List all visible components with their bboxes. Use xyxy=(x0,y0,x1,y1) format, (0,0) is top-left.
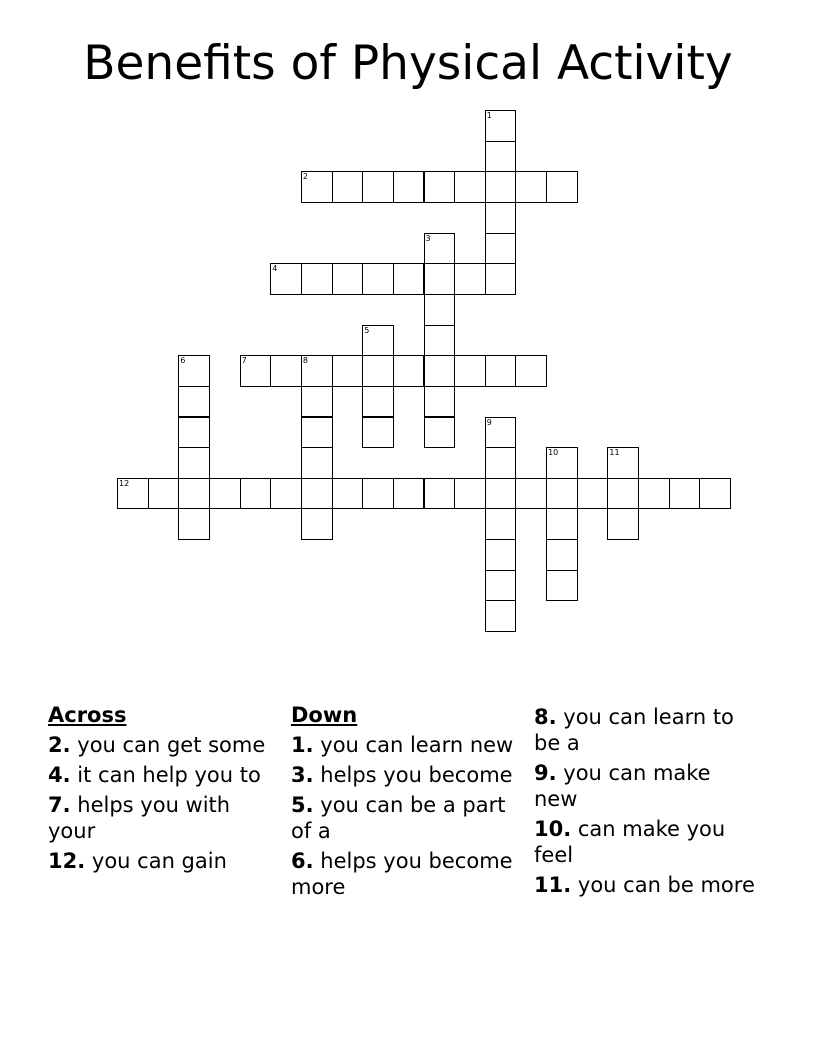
grid-cell[interactable] xyxy=(301,447,333,479)
clue-number: 12. xyxy=(48,849,86,873)
cell-number: 6 xyxy=(180,356,186,366)
grid-cell[interactable] xyxy=(485,570,517,602)
down-heading: Down xyxy=(291,703,358,727)
grid-cell[interactable] xyxy=(332,355,364,387)
grid-cell[interactable] xyxy=(454,478,486,510)
clue-across-2[interactable] xyxy=(48,732,273,758)
clue-number: 11. xyxy=(534,873,572,897)
grid-cell[interactable] xyxy=(301,386,333,418)
cell-number: 1 xyxy=(486,111,492,120)
grid-cell[interactable] xyxy=(424,325,456,357)
grid-cell[interactable] xyxy=(270,355,302,387)
grid-cell[interactable] xyxy=(515,171,547,203)
clue-down-11[interactable] xyxy=(534,872,759,898)
cell-number: 2 xyxy=(302,172,308,182)
cell-number: 5 xyxy=(364,325,370,335)
clue-number: 5. xyxy=(291,793,314,817)
cell-number: 8 xyxy=(302,356,308,366)
clue-text: you can be more xyxy=(577,873,755,897)
grid-cell[interactable] xyxy=(178,508,210,540)
grid-cell[interactable] xyxy=(178,417,210,449)
grid-cell[interactable] xyxy=(301,508,333,540)
grid-cell[interactable] xyxy=(485,110,517,142)
clue-text: it can help you to xyxy=(77,763,261,787)
grid-cell[interactable] xyxy=(270,478,302,510)
grid-cell[interactable] xyxy=(393,355,425,387)
grid-cell[interactable] xyxy=(393,171,425,203)
grid-cell[interactable] xyxy=(669,478,701,510)
clue-text: you can get some xyxy=(77,733,266,757)
grid-cell[interactable] xyxy=(240,355,272,387)
clue-number: 6. xyxy=(291,849,314,873)
clue-number: 1. xyxy=(291,733,314,757)
clue-text: helps you become xyxy=(320,763,513,787)
clue-down-9[interactable] xyxy=(534,760,759,812)
grid-cell[interactable] xyxy=(393,263,425,295)
grid-cell[interactable] xyxy=(424,233,456,265)
grid-cell[interactable] xyxy=(117,478,149,510)
grid-cell[interactable] xyxy=(332,263,364,295)
grid-cell[interactable] xyxy=(362,417,394,449)
across-heading: Across xyxy=(48,703,127,727)
cell-number: 4 xyxy=(272,264,278,274)
grid-cell[interactable] xyxy=(607,508,639,540)
grid-cell[interactable] xyxy=(424,417,456,449)
grid-cell[interactable] xyxy=(454,263,486,295)
grid-cell[interactable] xyxy=(270,263,302,295)
clue-text: you can make new xyxy=(534,761,711,811)
clues-down-column xyxy=(291,702,516,904)
grid-cell[interactable] xyxy=(362,478,394,510)
grid-cell[interactable] xyxy=(454,171,486,203)
clue-number: 3. xyxy=(291,763,314,787)
clue-text: you can learn new xyxy=(320,733,514,757)
grid-cell[interactable] xyxy=(424,386,456,418)
clue-text: helps you become more xyxy=(291,849,513,899)
grid-cell[interactable] xyxy=(424,263,456,295)
grid-cell[interactable] xyxy=(485,447,517,479)
grid-cell[interactable] xyxy=(485,263,517,295)
clue-down-10[interactable] xyxy=(534,816,759,868)
grid-cell[interactable] xyxy=(485,600,517,632)
grid-cell[interactable] xyxy=(485,478,517,510)
grid-cell[interactable] xyxy=(424,171,456,203)
cell-number: 9 xyxy=(486,417,492,427)
grid-cell[interactable] xyxy=(546,570,578,602)
clue-number: 10. xyxy=(534,817,572,841)
page-title: Benefits of Physical Activity xyxy=(83,36,733,91)
grid-cell[interactable] xyxy=(546,171,578,203)
clue-down-3[interactable] xyxy=(291,762,516,788)
clue-across-4[interactable] xyxy=(48,762,273,788)
grid-cell[interactable] xyxy=(362,325,394,357)
grid-cell[interactable] xyxy=(454,355,486,387)
grid-cell[interactable] xyxy=(546,539,578,571)
clue-text: you can learn to be a xyxy=(534,705,734,755)
clue-down-1[interactable] xyxy=(291,732,516,758)
grid-cell[interactable] xyxy=(178,386,210,418)
grid-cell[interactable] xyxy=(485,417,517,449)
clue-text: you can be a part of a xyxy=(291,793,506,843)
clues-across-column xyxy=(48,702,273,878)
grid-cell[interactable] xyxy=(301,417,333,449)
clue-text: can make you feel xyxy=(534,817,726,867)
grid-cell[interactable] xyxy=(362,263,394,295)
cell-number: 10 xyxy=(548,448,559,458)
clue-down-6[interactable] xyxy=(291,848,516,900)
clue-across-12[interactable] xyxy=(48,848,273,874)
grid-cell[interactable] xyxy=(393,478,425,510)
grid-cell[interactable] xyxy=(515,478,547,510)
clue-number: 7. xyxy=(48,793,71,817)
grid-cell[interactable] xyxy=(424,355,456,387)
grid-cell[interactable] xyxy=(485,233,517,265)
clue-number: 9. xyxy=(534,761,557,785)
clue-number: 4. xyxy=(48,763,71,787)
clue-down-5[interactable] xyxy=(291,792,516,844)
grid-cell[interactable] xyxy=(485,355,517,387)
cell-number: 7 xyxy=(241,356,247,366)
grid-cell[interactable] xyxy=(362,355,394,387)
grid-cell[interactable] xyxy=(485,539,517,571)
grid-cell[interactable] xyxy=(301,355,333,387)
grid-cell[interactable] xyxy=(638,478,670,510)
grid-cell[interactable] xyxy=(362,386,394,418)
grid-cell[interactable] xyxy=(424,478,456,510)
grid-cell[interactable] xyxy=(546,478,578,510)
cell-number: 11 xyxy=(609,448,620,458)
grid-cell[interactable] xyxy=(332,478,364,510)
clue-down-8[interactable] xyxy=(534,704,759,756)
clue-number: 8. xyxy=(534,705,557,729)
grid-cell[interactable] xyxy=(699,478,731,510)
grid-cell[interactable] xyxy=(485,171,517,203)
grid-cell[interactable] xyxy=(332,171,364,203)
grid-cell[interactable] xyxy=(301,171,333,203)
grid-cell[interactable] xyxy=(485,202,517,234)
clues-down-continued-column xyxy=(534,704,759,902)
grid-cell[interactable] xyxy=(362,171,394,203)
grid-cell[interactable] xyxy=(515,355,547,387)
grid-cell[interactable] xyxy=(209,478,241,510)
grid-cell[interactable] xyxy=(607,478,639,510)
grid-cell[interactable] xyxy=(607,447,639,479)
cell-number: 3 xyxy=(425,233,431,243)
grid-cell[interactable] xyxy=(546,447,578,479)
grid-cell[interactable] xyxy=(178,355,210,387)
clue-text: you can gain xyxy=(91,849,227,873)
clue-across-7[interactable] xyxy=(48,792,273,844)
grid-cell[interactable] xyxy=(424,294,456,326)
grid-cell[interactable] xyxy=(178,478,210,510)
grid-cell[interactable] xyxy=(178,447,210,479)
grid-cell[interactable] xyxy=(485,508,517,540)
grid-cell[interactable] xyxy=(301,478,333,510)
grid-cell[interactable] xyxy=(240,478,272,510)
grid-cell[interactable] xyxy=(148,478,180,510)
clue-number: 2. xyxy=(48,733,71,757)
grid-cell[interactable] xyxy=(301,263,333,295)
grid-cell[interactable] xyxy=(546,508,578,540)
clue-text: helps you with your xyxy=(48,793,231,843)
cell-number: 12 xyxy=(119,478,130,488)
grid-cell[interactable] xyxy=(577,478,609,510)
grid-cell[interactable] xyxy=(485,141,517,173)
